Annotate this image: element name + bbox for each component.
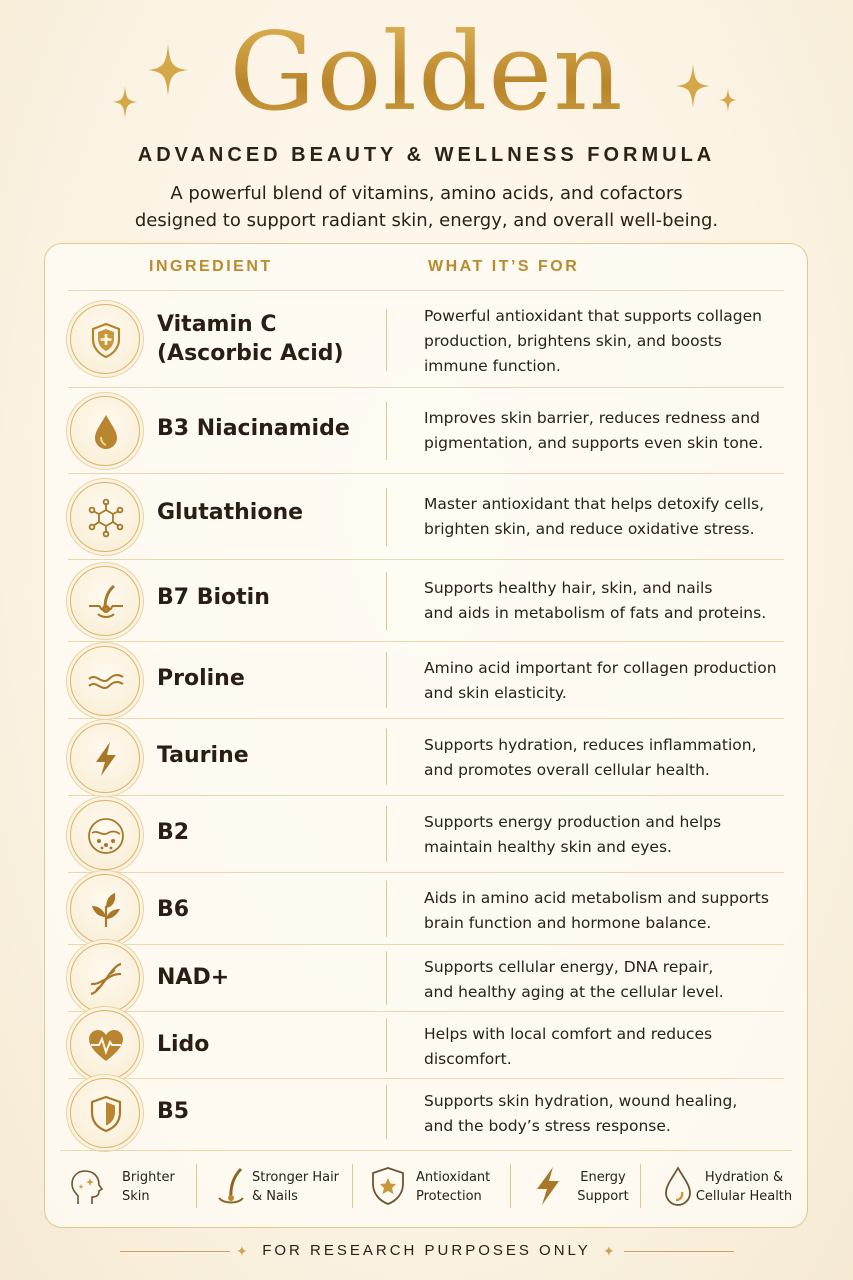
hair-follicle-icon (70, 566, 140, 636)
column-divider (386, 881, 387, 937)
column-divider (386, 309, 387, 371)
ingredient-name: B7 Biotin (157, 585, 270, 610)
hair-strand-icon (210, 1164, 254, 1208)
intro-text: A powerful blend of vitamins, amino acids, and cofactors designed to support radiant skin, energy, and overall well-being. (134, 183, 719, 231)
cell-icon (70, 800, 140, 870)
ingredient-name: B5 (157, 1099, 190, 1124)
ingredient-row (68, 796, 784, 873)
benefits-divider (60, 1150, 792, 1151)
footer-disclaimer: FOR RESEARCH PURPOSES ONLY (262, 1242, 591, 1259)
ingredient-description: Master antioxidant that helps detoxify cells, brighten skin, and reduce oxidative stress. (424, 495, 765, 538)
benefit-brighter-skin: Brighter Skin (66, 1158, 191, 1214)
footer-star-icon: ✦ (236, 1244, 248, 1260)
ingredient-row (68, 290, 784, 388)
ingredient-name: Proline (157, 666, 245, 691)
column-header-ingredient: INGREDIENT (149, 258, 273, 275)
ingredient-description: Aids in amino acid metabolism and supports brain function and hormone balance. (424, 889, 769, 932)
ingredient-description: Supports skin hydration, wound healing, and the body’s stress response. (424, 1092, 738, 1135)
footer-star-icon: ✦ (603, 1244, 615, 1260)
ingredient-name: Vitamin C (Ascorbic Acid) (157, 312, 344, 366)
shield-plus-icon (70, 304, 140, 374)
ingredient-row (68, 873, 784, 945)
column-divider (386, 652, 387, 708)
molecule-icon (70, 482, 140, 552)
brand-title: Golden (0, 8, 853, 138)
column-divider (386, 806, 387, 862)
benefit-energy: Energy Support (526, 1158, 646, 1214)
ingredient-description: Supports energy production and helps maintain healthy skin and eyes. (424, 813, 722, 856)
sprout-icon (70, 874, 140, 944)
bolt-icon (526, 1164, 570, 1208)
shield-icon (70, 1078, 140, 1148)
ingredient-row (68, 945, 784, 1012)
ingredient-row (68, 388, 784, 474)
droplet-icon (70, 396, 140, 466)
subtitle: ADVANCED BEAUTY & WELLNESS FORMULA (137, 144, 716, 166)
ingredient-description: Amino acid important for collagen production and skin elasticity. (424, 659, 777, 702)
ingredient-description: Supports hydration, reduces inflammation, and promotes overall cellular health. (424, 736, 757, 779)
benefits-strip (60, 1158, 800, 1214)
ingredient-name: Glutathione (157, 500, 304, 525)
benefit-hydration: Hydration & Cellular Health (656, 1158, 800, 1214)
wave-icon (70, 646, 140, 716)
face-sparkle-icon (66, 1164, 110, 1208)
ingredient-row (68, 1079, 784, 1150)
ingredient-row (68, 642, 784, 719)
ingredient-description: Supports healthy hair, skin, and nails and aids in metabolism of fats and proteins. (424, 579, 767, 622)
column-divider (386, 572, 387, 630)
ingredient-row (68, 1012, 784, 1079)
shield-star-icon (366, 1164, 410, 1208)
heart-pulse-icon (70, 1010, 140, 1080)
ingredient-name: B3 Niacinamide (157, 416, 350, 441)
ingredient-name: Taurine (157, 743, 249, 768)
ingredient-row (68, 474, 784, 560)
ingredient-name: B2 (157, 820, 190, 845)
ingredient-row (68, 560, 784, 642)
column-divider (386, 1018, 387, 1072)
ingredient-description: Helps with local comfort and reduces discomfort. (424, 1025, 713, 1068)
column-divider (386, 729, 387, 785)
lightning-icon (70, 723, 140, 793)
ingredient-row (68, 719, 784, 796)
dna-icon (70, 943, 140, 1013)
ingredient-name: B6 (157, 897, 190, 922)
ingredient-name: Lido (157, 1032, 210, 1057)
benefit-antioxidant: Antioxidant Protection (366, 1158, 506, 1214)
ingredient-description: Supports cellular energy, DNA repair, and healthy aging at the cellular level. (424, 958, 724, 1001)
column-header-purpose: WHAT IT’S FOR (428, 258, 580, 275)
column-divider (386, 488, 387, 546)
column-divider (386, 402, 387, 460)
footer-line-right (624, 1251, 734, 1252)
column-divider (386, 1085, 387, 1139)
ingredient-name: NAD+ (157, 965, 230, 990)
benefit-stronger-hair: Stronger Hair & Nails (210, 1158, 350, 1214)
ingredient-description: Powerful antioxidant that supports collagen production, brightens skin, and boosts immune function. (424, 307, 762, 375)
ingredient-description: Improves skin barrier, reduces redness and pigmentation, and supports even skin tone. (424, 409, 764, 452)
column-divider (386, 951, 387, 1005)
